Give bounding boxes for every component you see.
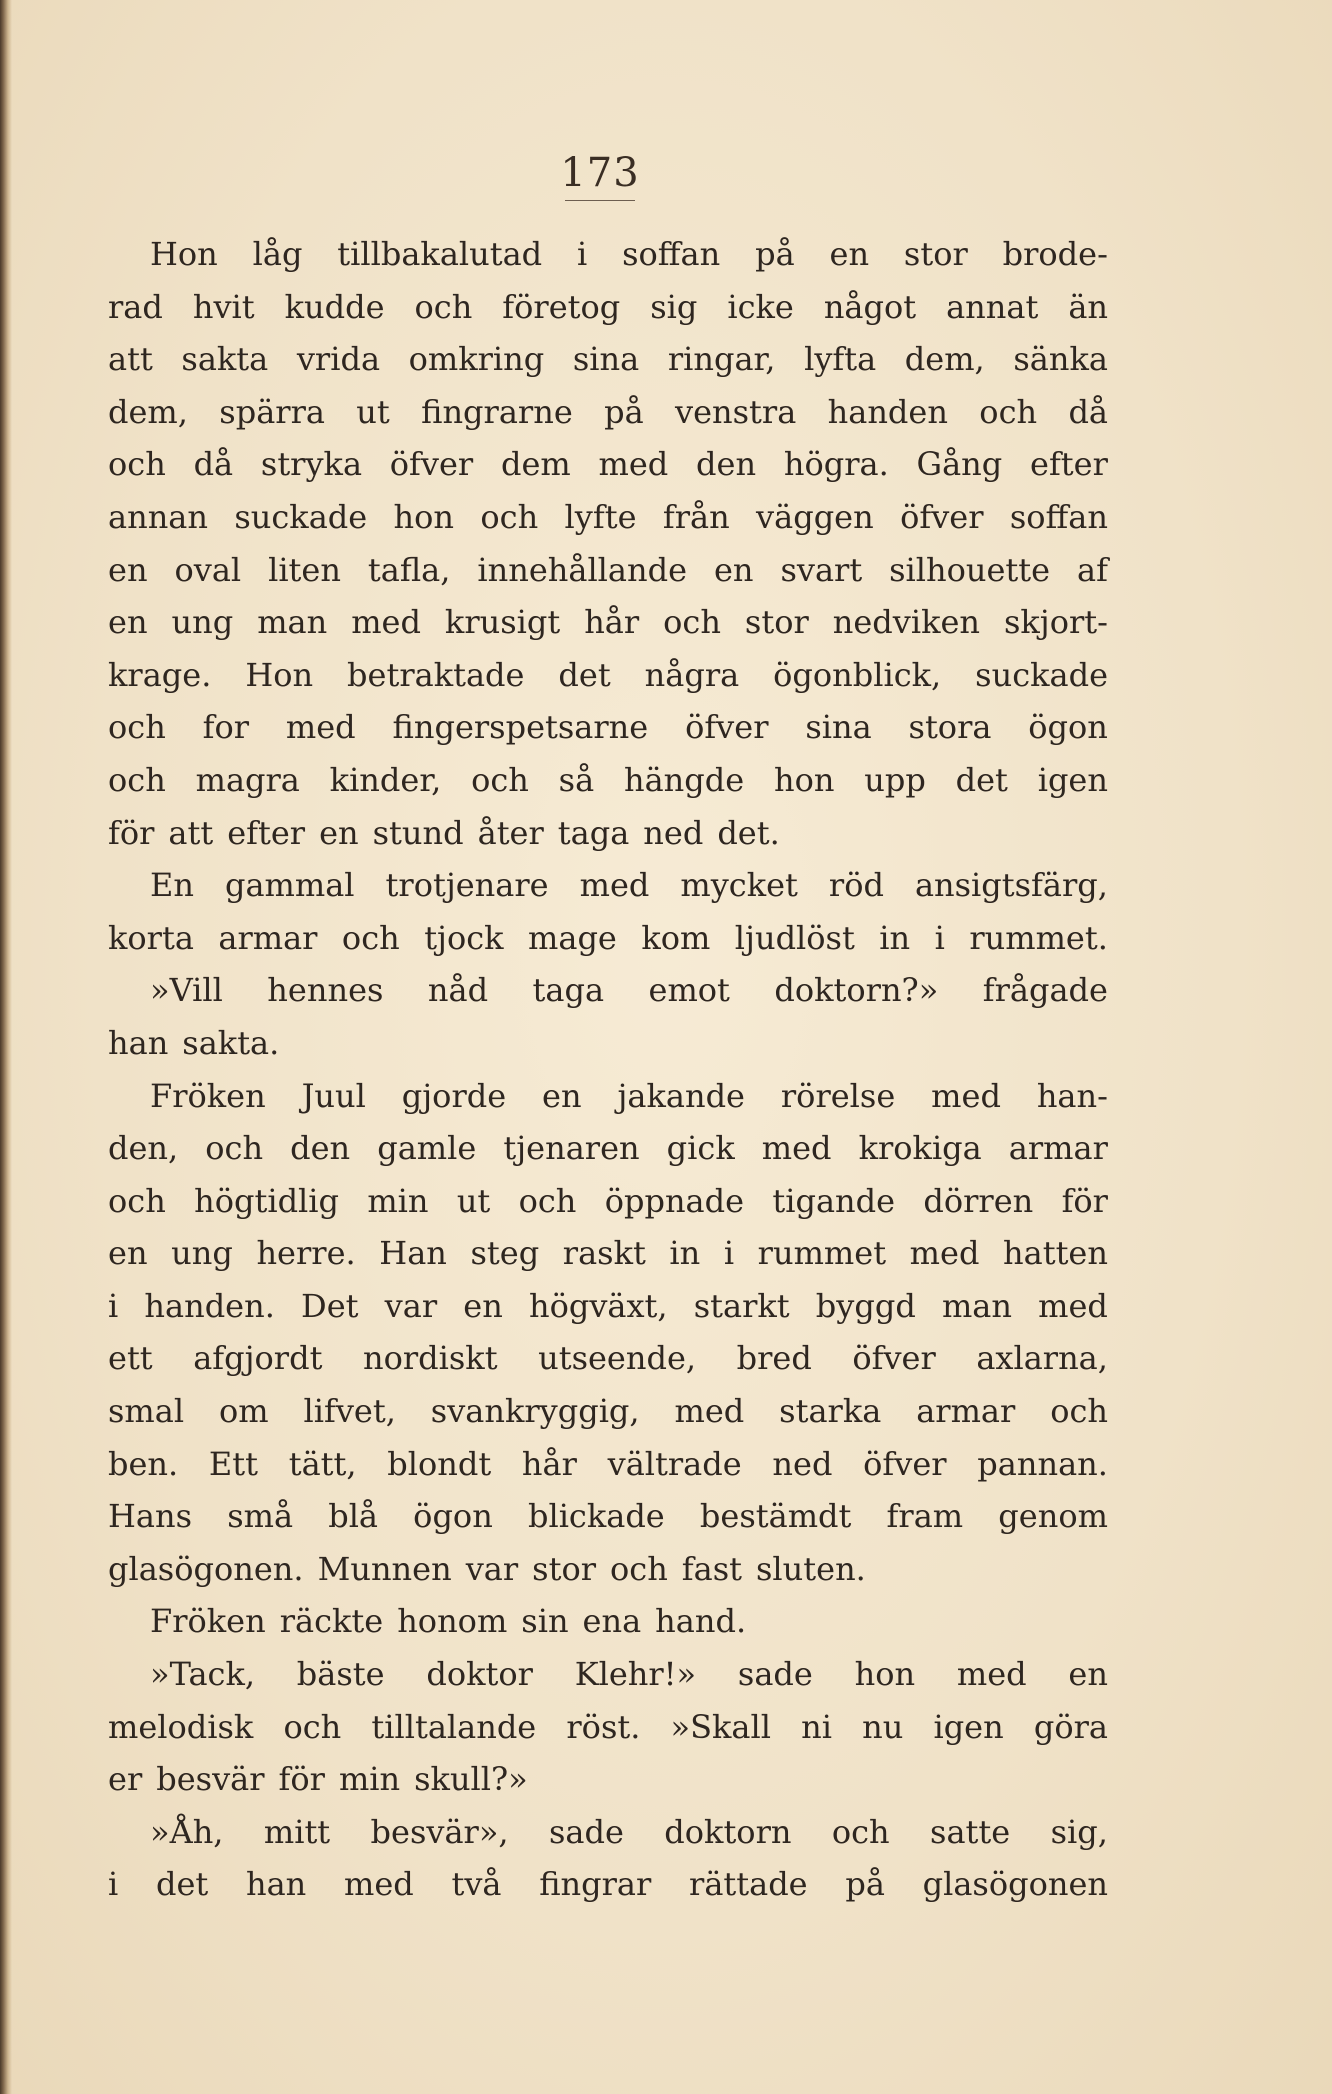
text-line: Hans små blå ögon blickade bestämdt fram genom xyxy=(108,1497,1108,1536)
text-line: »Tack, bäste doktor Klehr!» sade hon med en xyxy=(150,1655,1108,1694)
page-header xyxy=(560,150,640,201)
text-line: krage. Hon betraktade det några ögonblick, suckade xyxy=(108,655,1108,694)
text-line: och for med fingerspetsarne öfver sina stora ögon xyxy=(108,708,1108,747)
header-rule xyxy=(565,200,635,201)
text-line: en oval liten tafla, innehållande en svart silhouette af xyxy=(108,550,1108,589)
text-line: och högtidlig min ut och öppnade tigande dörren för xyxy=(108,1181,1108,1220)
text-line: Hon låg tillbakalutad i soffan på en stor brode- xyxy=(150,235,1108,273)
text-line: Fröken räckte honom sin ena hand. xyxy=(150,1602,747,1641)
text-line: ben. Ett tätt, blondt hår vältrade ned öfver pannan. xyxy=(108,1444,1108,1483)
text-line: rad hvit kudde och företog sig icke något annat än xyxy=(108,287,1108,326)
text-line: glasögonen. Munnen var stor och fast sluten. xyxy=(108,1549,866,1588)
page-number: 173 xyxy=(560,150,640,196)
text-line: den, och den gamle tjenaren gick med krokiga armar xyxy=(108,1129,1108,1168)
text-line: »Vill hennes nåd taga emot doktorn?» frågade xyxy=(150,971,1108,1010)
text-line: att sakta vrida omkring sina ringar, lyfta dem, sänka xyxy=(108,340,1108,379)
binding-edge xyxy=(0,0,12,2094)
text-line: i det han med två fingrar rättade på glasögonen xyxy=(108,1865,1108,1904)
text-line: han sakta. xyxy=(108,1023,280,1062)
text-line: en ung herre. Han steg raskt in i rummet med hatten xyxy=(108,1234,1108,1273)
text-line: i handen. Det var en högväxt, starkt byggd man med xyxy=(108,1286,1108,1325)
text-line: Fröken Juul gjorde en jakande rörelse med han- xyxy=(150,1076,1108,1115)
text-line: smal om lifvet, svankryggig, med starka armar och xyxy=(108,1392,1108,1431)
text-line: En gammal trotjenare med mycket röd ansigtsfärg, xyxy=(150,866,1108,905)
text-line: dem, spärra ut fingrarne på venstra handen och då xyxy=(108,392,1108,431)
text-line: en ung man med krusigt hår och stor nedviken skjort- xyxy=(108,603,1108,642)
text-line: ett afgjordt nordiskt utseende, bred öfver axlarna, xyxy=(108,1339,1108,1378)
text-line: korta armar och tjock mage kom ljudlöst in i rummet. xyxy=(108,918,1108,957)
text-line: »Åh, mitt besvär», sade doktorn och satte sig, xyxy=(150,1812,1108,1851)
text-line: och magra kinder, och så hängde hon upp det igen xyxy=(108,760,1108,799)
body-text xyxy=(108,228,1108,1911)
text-line: och då stryka öfver dem med den högra. Gång efter xyxy=(108,445,1108,484)
text-line: annan suckade hon och lyfte från väggen öfver soffan xyxy=(108,497,1108,536)
text-line: er besvär för min skull?» xyxy=(108,1760,528,1799)
text-line: för att efter en stund åter taga ned det. xyxy=(108,813,780,852)
text-line: melodisk och tilltalande röst. »Skall ni nu igen göra xyxy=(108,1707,1108,1746)
